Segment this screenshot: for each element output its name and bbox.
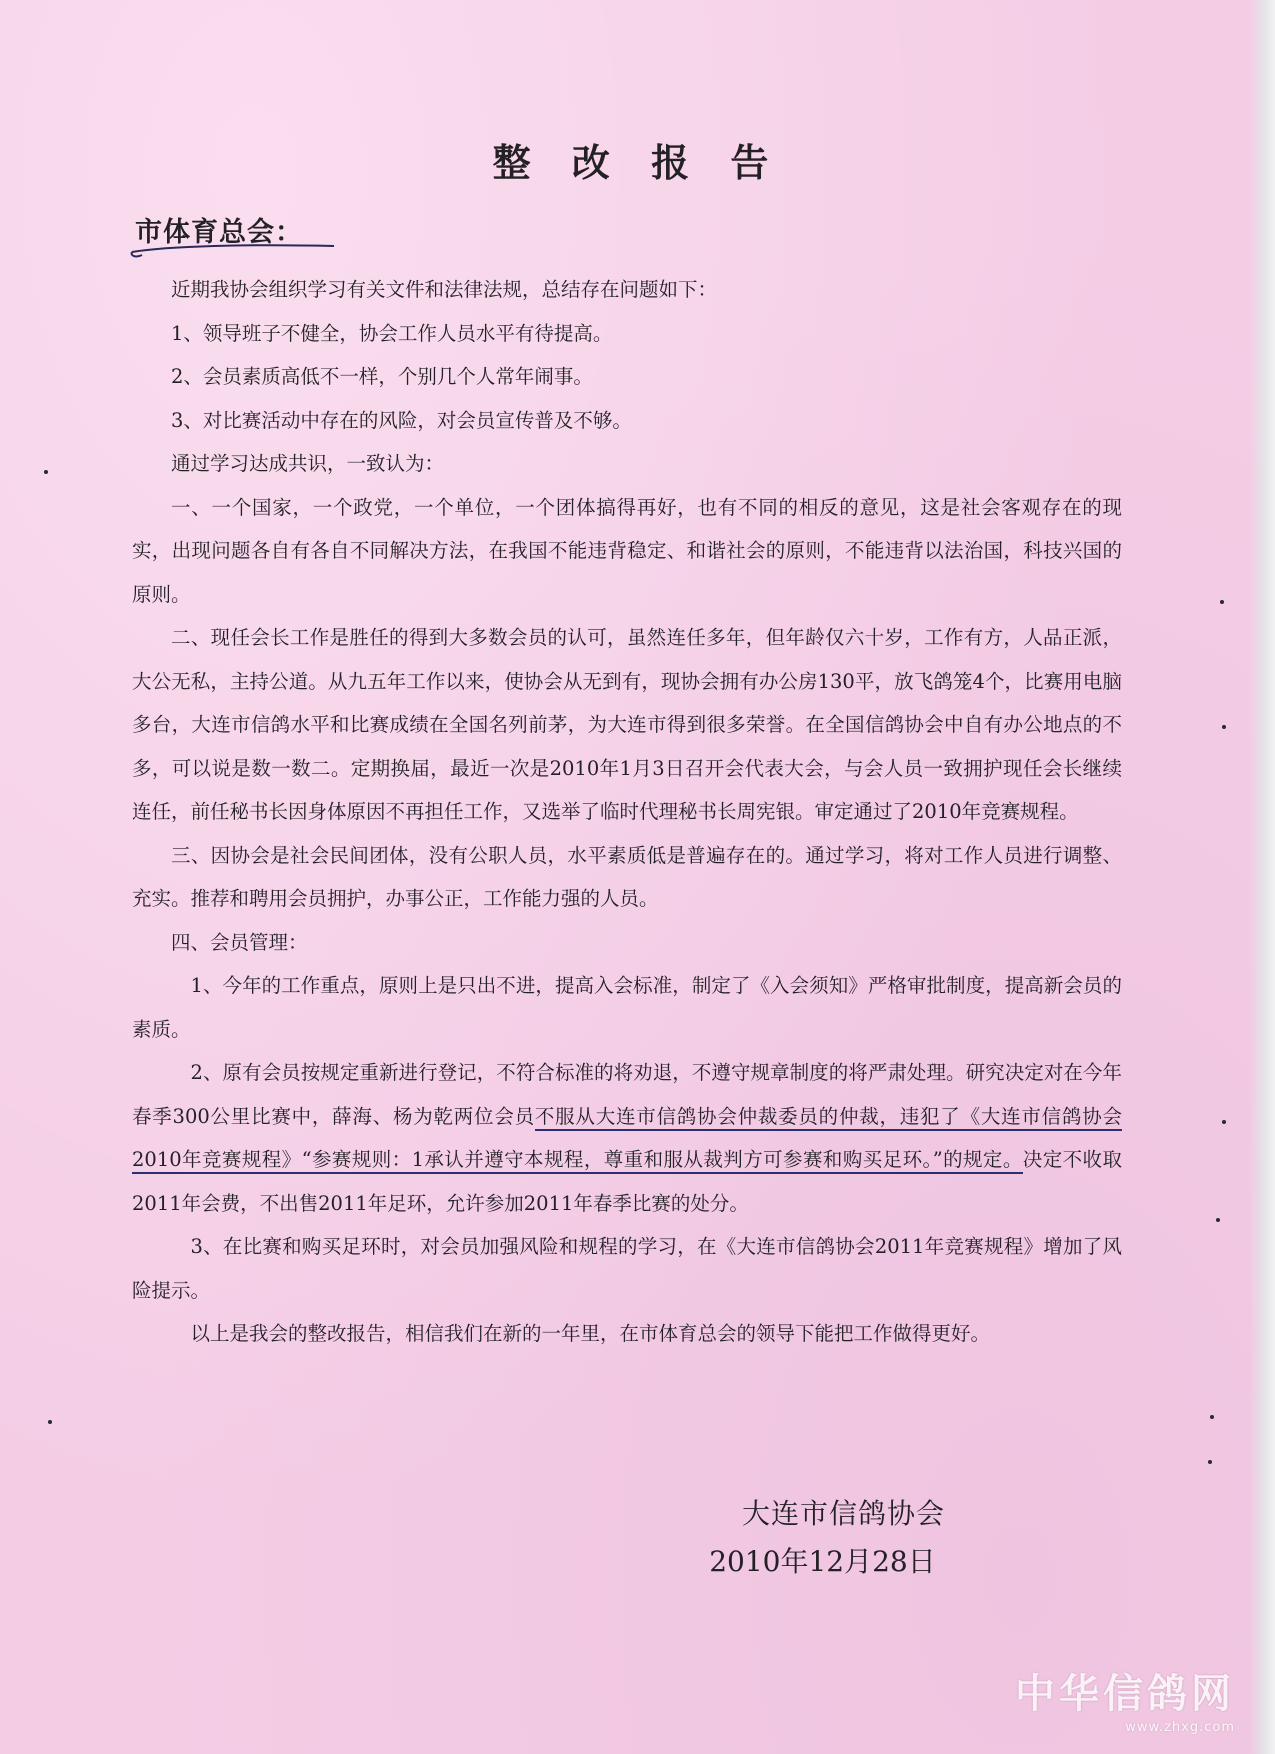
issue-3: 3、对比赛活动中存在的风险，对会员宣传普及不够。 [171,408,632,432]
member-item-2-decision: 决定不收取2011年会费，不出售2011年足环，允许参加2011年春季比赛的处分。 [132,1148,1122,1215]
signature-block [709,1490,945,1586]
signature-organization: 大连市信鸽协会 [741,1497,945,1530]
section-2: 二、现任会长工作是胜任的得到大多数会员的认可，虽然连任多年，但年龄仅六十岁，工作有方，人品正派，大公无私，主持公道。从九五年工作以来，使协会从无到有，现协会拥有办公房130平，放飞鸽笼4个，比赛用电脑多台，大连市信鸽水平和比赛成绩在全国名列前茅，为大连市得到很多荣誉。在全国信鸽协会中自有办公地点的不多，可以说是数一数二。定期换届，最近一次是2010年1月3日召开会代表大会，与会人员一致拥护现任会长继续连任，前任秘书长因身体原因不再担任工作，又选举了临时代理秘书长周宪银。审定通过了2010年竞赛规程。 [132,626,1122,823]
addressee: 市体育总会： [135,217,303,248]
section-3: 三、因协会是社会民间团体，没有公职人员，水平素质低是普遍存在的。通过学习，将对工作人员进行调整、充实。推荐和聘用会员拥护，办事公正，工作能力强的人员。 [132,843,1122,910]
member-item-2-text: 2、原有会员按规定重新进行登记，不符合标准的将劝退，不遵守规章制度的将严肃处理。研究决定对在今年春季300公里比赛中，薛海、杨为乾两位会员 [132,1061,1122,1128]
member-item-2 [132,1051,1122,1225]
scan-speck [44,470,48,474]
scan-speck [1216,1218,1220,1222]
consensus-heading: 通过学习达成共识，一致认为： [171,452,445,475]
issue-1: 1、领导班子不健全，协会工作人员水平有待提高。 [171,321,613,345]
closing-paragraph: 以上是我会的整改报告，相信我们在新的一年里，在市体育总会的领导下能把工作做得更好。 [190,1322,991,1345]
intro-paragraph: 近期我协会组织学习有关文件和法律法规，总结存在问题如下： [171,278,718,301]
handwritten-underline-passage: 不服从大连市信鸽协会仲裁委员的仲裁，违犯了《大连市信鸽协会2010年竞赛规程》“参赛规则：1承认并遵守本规程，尊重和服从裁判方可参赛和购买足环。”的规定。 [132,1105,1122,1175]
document-body [132,268,1122,1356]
document-title: 整 改 报 告 [492,140,783,185]
watermark-url: www.zhxg.com [1125,1720,1235,1735]
member-item-3: 3、在比赛和购买足环时，对会员加强风险和规程的学习，在《大连市信鸽协会2011年竞赛规程》增加了风险提示。 [132,1235,1122,1302]
handwritten-underline [128,240,338,260]
section-4-heading: 四、会员管理： [171,930,308,954]
scan-speck [1222,725,1226,729]
signature-date: 2010年12月28日 [709,1545,936,1578]
scan-speck [1208,1460,1212,1464]
watermark-logo: 中华信鸽网 [1015,1671,1235,1717]
scan-speck [1220,600,1224,604]
scan-speck [48,1420,52,1424]
scan-speck [1222,1120,1226,1124]
issue-2: 2、会员素质高低不一样，个别几个人常年闹事。 [171,365,593,388]
member-item-1: 1、今年的工作重点，原则上是只出不进，提高入会标准，制定了《入会须知》严格审批制度，提高新会员的素质。 [132,974,1122,1041]
section-1: 一、一个国家，一个政党，一个单位，一个团体搞得再好，也有不同的相反的意见，这是社会客观存在的现实，出现问题各自有各自不同解决方法，在我国不能违背稳定、和谐社会的原则，不能违背以法治国，科技兴国的原则。 [132,495,1122,606]
scan-edge [1249,0,1275,1754]
scan-speck [1210,1415,1214,1419]
